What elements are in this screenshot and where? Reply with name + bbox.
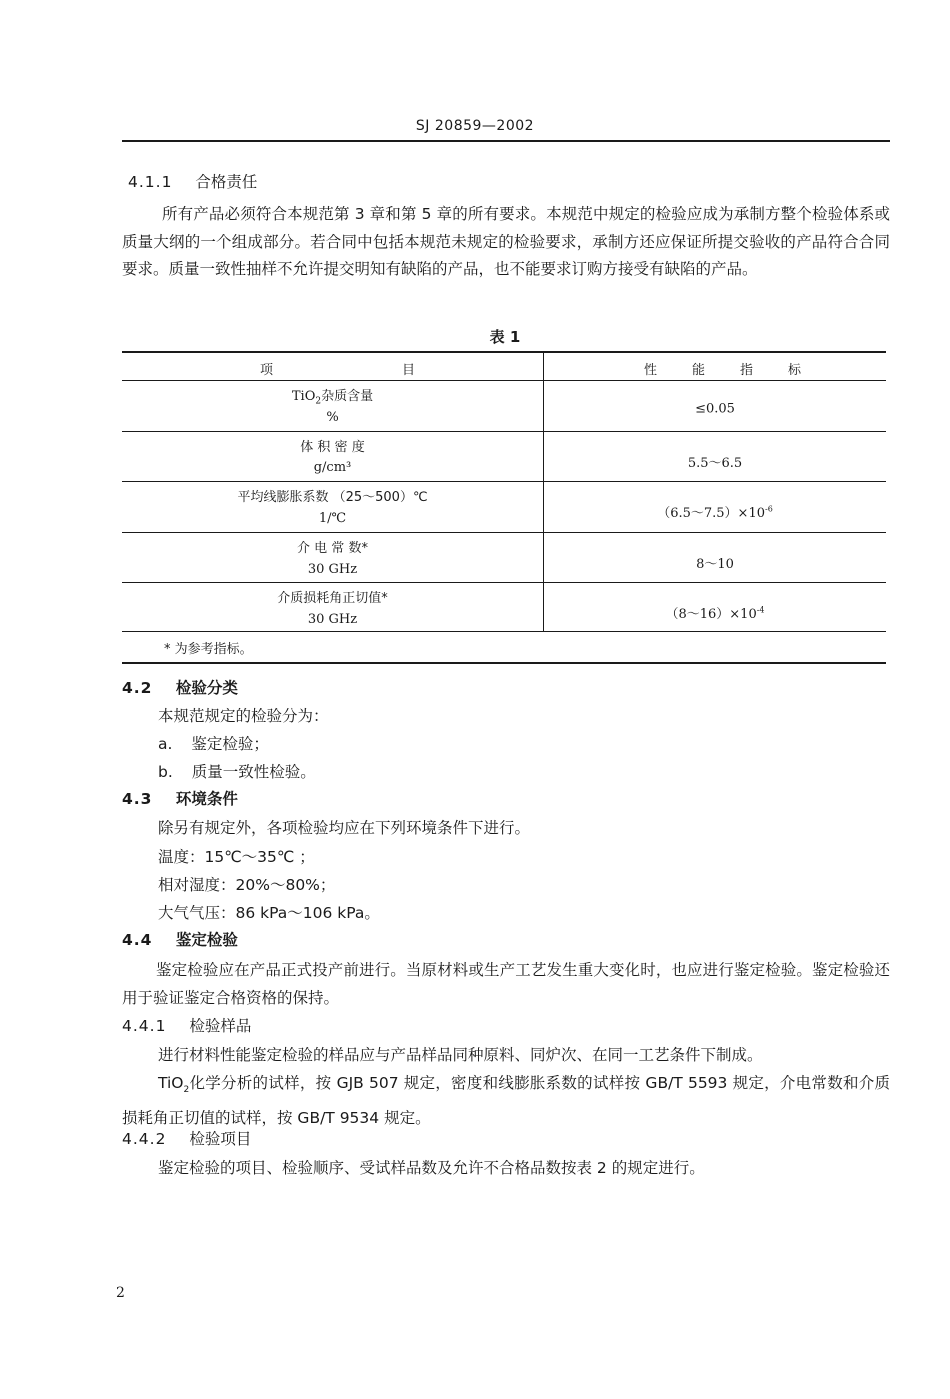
section-4-4-1-heading <box>122 1014 251 1036</box>
list-item <box>158 760 316 782</box>
list-marker: b. <box>158 763 173 781</box>
section-title: 鉴定检验 <box>175 931 238 949</box>
section-number: 4.2 <box>122 679 153 697</box>
table-cell-unit: 1/℃ <box>318 511 347 526</box>
env-line: 相对湿度：20%～80%； <box>158 876 336 894</box>
table-row-rule <box>122 532 886 533</box>
table-row-rule <box>122 431 886 432</box>
section-4-4-body: 鉴定检验应在产品正式投产前进行。当原材料或生产工艺发生重大变化时，也应进行鉴定检验。鉴定检验还用于验证鉴定合格资格的保持。 <box>122 961 890 1007</box>
header-perf-char: 指 <box>740 363 754 378</box>
table-row-rule <box>122 481 886 482</box>
table-1-title: 表 1 <box>489 328 521 346</box>
env-line: 温度：15℃～35℃ ； <box>158 848 315 866</box>
table-footnote: * 为参考指标。 <box>164 642 253 657</box>
header-item-char: 目 <box>402 363 416 378</box>
section-4-1-1-body: 所有产品必须符合本规范第 3 章和第 5 章的所有要求。本规范中规定的检验应成为承制方整个检验体系或质量大纲的一个组成部分。若合同中包括本规范未规定的检验要求，承制方还应保证所提交验收的产品符合合同要求。质量一致性抽样不允许提交明知有缺陷的产品，也不能要求订购方接受有缺陷的产品。 <box>122 205 890 278</box>
table-cell-value: ≤0.05 <box>695 401 735 417</box>
env-line: 大气气压：86 kPa～106 kPa。 <box>158 904 380 922</box>
table-top-rule <box>122 351 886 353</box>
table-row-rule <box>122 582 886 583</box>
header-perf-char: 能 <box>692 363 706 378</box>
table-footnote-rule <box>122 631 886 632</box>
header-item-char: 项 <box>260 363 274 378</box>
list-text: 质量一致性检验。 <box>191 763 316 781</box>
section-title: 环境条件 <box>175 790 238 808</box>
section-number: 4.4.2 <box>122 1130 167 1148</box>
section-4-3-heading <box>122 787 238 809</box>
section-4-2-intro: 本规范规定的检验分为： <box>158 707 329 725</box>
section-number: 4.3 <box>122 790 153 808</box>
section-title: 合格责任 <box>195 173 258 191</box>
env-line: 除另有规定外，各项检验均应在下列环境条件下进行。 <box>158 819 531 837</box>
table-cell-item: 介质损耗角正切值* <box>277 591 388 606</box>
table-cell-value: 8～10 <box>696 557 734 572</box>
table-bottom-rule <box>122 662 886 664</box>
list-marker: a. <box>158 735 173 753</box>
section-4-2-heading <box>122 676 238 698</box>
header-perf-char: 标 <box>788 363 802 378</box>
table-cell-value: $(8\sim 16)\times 10^{-4}$ <box>665 605 765 622</box>
section-number: 4.4.1 <box>122 1017 167 1035</box>
section-4-4-2-heading <box>122 1127 251 1149</box>
table-cell-item: 体 积 密 度 <box>300 440 365 455</box>
section-title: 检验样品 <box>189 1017 252 1035</box>
header-rule <box>122 140 890 142</box>
list-text: 鉴定检验； <box>191 735 269 753</box>
section-title: 检验分类 <box>175 679 238 697</box>
table-cell-unit: 30 GHz <box>307 612 358 627</box>
section-4-4-2-body: 鉴定检验的项目、检验顺序、受试样品数及允许不合格品数按表 2 的规定进行。 <box>158 1159 705 1177</box>
header-perf-char: 性 <box>644 363 658 378</box>
section-4-4-1-line1: 进行材料性能鉴定检验的样品应与产品样品同种原料、同炉次、在同一工艺条件下制成。 <box>158 1046 763 1064</box>
section-number: 4.1.1 <box>128 173 173 191</box>
table-header-rule <box>122 380 886 381</box>
section-4-4-1-line2: TiO$_2$化学分析的试样，按 GJB 507 规定，密度和线膨胀系数的试样按 GB/T 5593 规定，介电常数和介质损耗角正切值的试样，按 GB/T 9534 规定。 <box>122 1074 890 1127</box>
doc-code: SJ 20859—2002 <box>415 118 535 134</box>
section-title: 检验项目 <box>189 1130 252 1148</box>
table-cell-unit: g/cm³ <box>313 460 352 475</box>
table-cell-value: 5.5～6.5 <box>687 456 743 471</box>
table-cell-unit: 30 GHz <box>307 562 358 577</box>
section-4-1-1-heading <box>128 170 257 192</box>
list-item <box>158 732 269 754</box>
table-cell-unit: % <box>326 410 339 425</box>
table-cell-item: 介 电 常 数* <box>297 541 368 556</box>
page-number: 2 <box>116 1285 125 1301</box>
section-4-4-heading <box>122 928 238 950</box>
table-cell-value: $(6.5\sim 7.5)\times 10^{-6}$ <box>657 504 773 521</box>
section-number: 4.4 <box>122 931 153 949</box>
table-column-divider <box>543 352 544 631</box>
table-cell-item: 平均线膨胀系数 （25～500）℃ <box>237 490 428 505</box>
table-cell-item: TiO$_2$杂质含量 <box>291 389 374 407</box>
